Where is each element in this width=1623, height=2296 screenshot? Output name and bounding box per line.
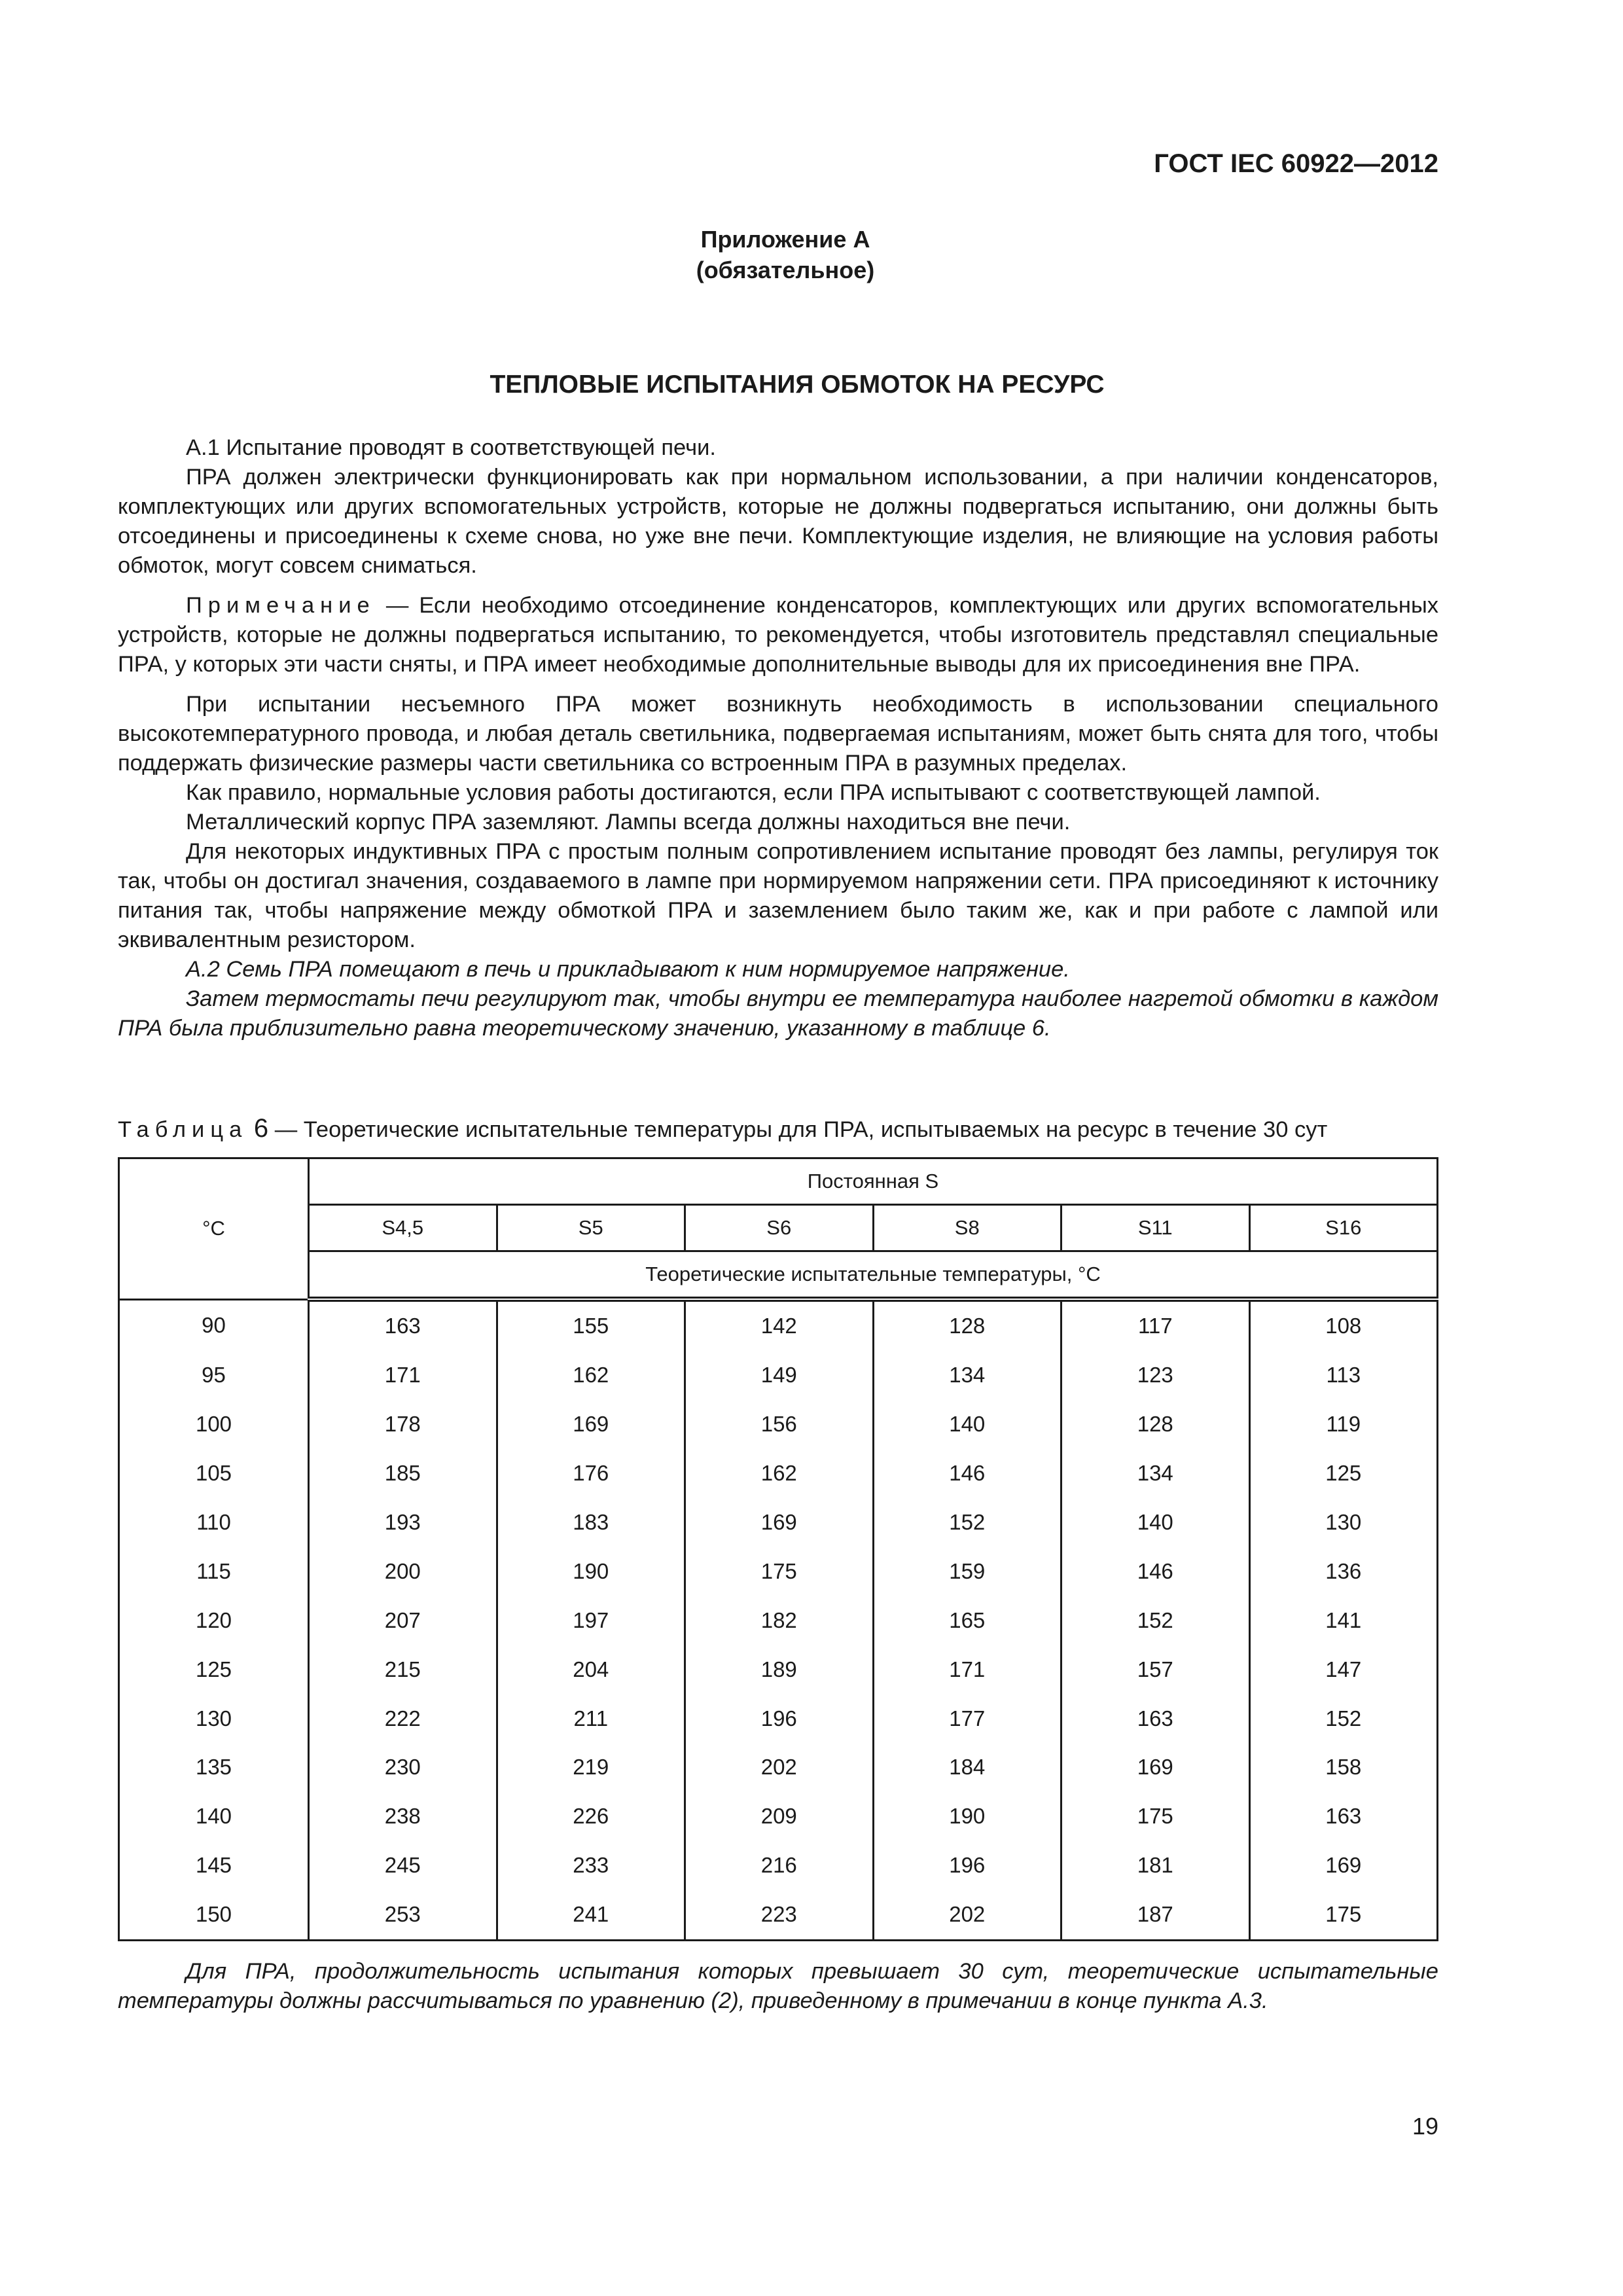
table-cell: 141	[1249, 1596, 1438, 1645]
table-cell: 140	[873, 1400, 1061, 1449]
row-header-cell: 95	[119, 1351, 309, 1400]
table-caption-text: — Теоретические испытательные температуры для ПРА, испытываемых на ресурс в течение 30 сут	[268, 1117, 1328, 1142]
paragraph: Затем термостаты печи регулируют так, чтобы внутри ее температура наиболее нагретой обмотки в каждом ПРА была приблизительно равна теоретическому значению, указанному в таблице 6.	[118, 986, 1438, 1041]
corner-header: °C	[119, 1158, 309, 1300]
table-row	[119, 1890, 1438, 1940]
table-cell: 136	[1249, 1547, 1438, 1596]
table-cell: 181	[1061, 1841, 1250, 1890]
table-row	[119, 1645, 1438, 1694]
table-cell: 190	[873, 1792, 1061, 1841]
table-row	[119, 1299, 1438, 1351]
table-cell: 134	[1061, 1449, 1250, 1498]
table-cell: 119	[1249, 1400, 1438, 1449]
table-row	[119, 1694, 1438, 1743]
column-header: S11	[1061, 1205, 1250, 1251]
row-header-cell: 140	[119, 1792, 309, 1841]
body-text	[118, 433, 1438, 1043]
table-cell: 202	[685, 1743, 874, 1792]
table-cell: 223	[685, 1890, 874, 1940]
table-cell: 204	[497, 1645, 685, 1694]
table-cell: 108	[1249, 1299, 1438, 1351]
table-cell: 158	[1249, 1743, 1438, 1792]
table-row	[119, 1449, 1438, 1498]
table-cell: 196	[873, 1841, 1061, 1890]
table-cell: 152	[1061, 1596, 1250, 1645]
table-cell: 146	[873, 1449, 1061, 1498]
table-cell: 175	[1061, 1792, 1250, 1841]
table-cell: 226	[497, 1792, 685, 1841]
column-header: S16	[1249, 1205, 1438, 1251]
table-cell: 200	[309, 1547, 497, 1596]
table-cell: 190	[497, 1547, 685, 1596]
table-cell: 159	[873, 1547, 1061, 1596]
table-cell: 128	[873, 1299, 1061, 1351]
temperature-table	[118, 1157, 1438, 1941]
table-cell: 169	[1249, 1841, 1438, 1890]
table-cell: 177	[873, 1694, 1061, 1743]
table-row	[119, 1400, 1438, 1449]
appendix-heading	[0, 224, 1571, 285]
group-header: Постоянная S	[309, 1158, 1438, 1205]
note-text: — Если необходимо отсоединение конденсаторов, комплектующих или других вспомогательных устройств, которые не должны подвергаться испытанию, то рекомендуется, чтобы изготовитель представлял специальные ПРА, у которых эти части сняты, и ПРА имеет необходимые дополнительные выводы для их присоединения вне ПРА.	[118, 593, 1438, 677]
column-header: S8	[873, 1205, 1061, 1251]
row-header-cell: 130	[119, 1694, 309, 1743]
table-cell: 155	[497, 1299, 685, 1351]
table-cell: 117	[1061, 1299, 1250, 1351]
table-cell: 175	[685, 1547, 874, 1596]
appendix-subtitle: (обязательное)	[696, 257, 875, 283]
table-cell: 207	[309, 1596, 497, 1645]
table-caption	[118, 1114, 1327, 1143]
table-cell: 113	[1249, 1351, 1438, 1400]
table-row	[119, 1743, 1438, 1792]
row-header-cell: 110	[119, 1498, 309, 1547]
table-cell: 182	[685, 1596, 874, 1645]
table-cell: 185	[309, 1449, 497, 1498]
table-cell: 184	[873, 1743, 1061, 1792]
row-header-cell: 125	[119, 1645, 309, 1694]
table-cell: 123	[1061, 1351, 1250, 1400]
table-cell: 171	[873, 1645, 1061, 1694]
table-cell: 169	[497, 1400, 685, 1449]
table-cell: 230	[309, 1743, 497, 1792]
table-row	[119, 1792, 1438, 1841]
table-cell: 216	[685, 1841, 874, 1890]
table-cell: 197	[497, 1596, 685, 1645]
table-row	[119, 1351, 1438, 1400]
column-header: S5	[497, 1205, 685, 1251]
table-cell: 175	[1249, 1890, 1438, 1940]
table-cell: 165	[873, 1596, 1061, 1645]
table-caption-number: 6	[253, 1114, 269, 1143]
table-cell: 241	[497, 1890, 685, 1940]
note-paragraph	[118, 591, 1438, 679]
table-cell: 211	[497, 1694, 685, 1743]
table-cell: 189	[685, 1645, 874, 1694]
table-cell: 253	[309, 1890, 497, 1940]
table-cell: 152	[873, 1498, 1061, 1547]
table-cell: 140	[1061, 1498, 1250, 1547]
table-cell: 142	[685, 1299, 874, 1351]
table-cell: 209	[685, 1792, 874, 1841]
table-cell: 134	[873, 1351, 1061, 1400]
row-header-cell: 105	[119, 1449, 309, 1498]
paragraph: Как правило, нормальные условия работы достигаются, если ПРА испытывают с соответствующей лампой.	[186, 780, 1321, 805]
paragraph-a1: А.1 Испытание проводят в соответствующей печи.	[186, 435, 716, 460]
table-cell: 128	[1061, 1400, 1250, 1449]
table-cell: 156	[685, 1400, 874, 1449]
table-cell: 193	[309, 1498, 497, 1547]
table-body	[119, 1299, 1438, 1940]
table-cell: 147	[1249, 1645, 1438, 1694]
table-row	[119, 1498, 1438, 1547]
table-cell: 163	[1249, 1792, 1438, 1841]
table-cell: 157	[1061, 1645, 1250, 1694]
table-cell: 178	[309, 1400, 497, 1449]
row-header-cell: 150	[119, 1890, 309, 1940]
table-cell: 171	[309, 1351, 497, 1400]
table-cell: 163	[309, 1299, 497, 1351]
section-title: ТЕПЛОВЫЕ ИСПЫТАНИЯ ОБМОТОК НА РЕСУРС	[490, 370, 1105, 399]
table-cell: 125	[1249, 1449, 1438, 1498]
table-cell: 149	[685, 1351, 874, 1400]
table-cell: 169	[685, 1498, 874, 1547]
table-cell: 146	[1061, 1547, 1250, 1596]
row-header-cell: 115	[119, 1547, 309, 1596]
document-code: ГОСТ IEC 60922—2012	[1154, 149, 1438, 178]
table-cell: 196	[685, 1694, 874, 1743]
row-header-cell: 90	[119, 1299, 309, 1351]
column-header: S4,5	[309, 1205, 497, 1251]
table-cell: 163	[1061, 1694, 1250, 1743]
table-caption-label: Таблица	[118, 1117, 248, 1142]
table-cell: 130	[1249, 1498, 1438, 1547]
column-header: S6	[685, 1205, 874, 1251]
table-cell: 162	[497, 1351, 685, 1400]
table-cell: 152	[1249, 1694, 1438, 1743]
table-cell: 169	[1061, 1743, 1250, 1792]
table-cell: 187	[1061, 1890, 1250, 1940]
appendix-title: Приложение А	[700, 226, 870, 253]
table-cell: 233	[497, 1841, 685, 1890]
table-cell: 176	[497, 1449, 685, 1498]
table-cell: 162	[685, 1449, 874, 1498]
table-cell: 245	[309, 1841, 497, 1890]
page-number: 19	[1412, 2113, 1438, 2140]
paragraph-a2: А.2 Семь ПРА помещают в печь и прикладывают к ним нормируемое напряжение.	[186, 957, 1070, 982]
row-header-cell: 120	[119, 1596, 309, 1645]
paragraph: ПРА должен электрически функционировать как при нормальном использовании, а при наличии конденсаторов, комплектующих или других вспомогательных устройств, которые не должны подвергаться испытанию, они должны быть отсоединены и присоединены к схеме снова, но уже вне печи. Комплектующие изделия, не влияющие на условия работы обмоток, могут совсем сниматься.	[118, 465, 1438, 578]
row-header-cell: 145	[119, 1841, 309, 1890]
paragraph: При испытании несъемного ПРА может возникнуть необходимость в использовании специального высокотемпературного провода, и любая деталь светильника, подвергаемая испытаниям, может быть снята для того, чтобы поддержать физические размеры части светильника со встроенным ПРА в разумных пределах.	[118, 692, 1438, 776]
paragraph: Для некоторых индуктивных ПРА с простым полным сопротивлением испытание проводят без лампы, регулируя ток так, чтобы он достигал значения, создаваемого в лампе при нормируемом напряжении сети. ПРА присоединяют к источнику питания так, чтобы напряжение между обмоткой ПРА и заземлением было таким же, как и при работе с лампой или эквивалентным резистором.	[118, 839, 1438, 952]
table-cell: 222	[309, 1694, 497, 1743]
table-row	[119, 1596, 1438, 1645]
table-row	[119, 1547, 1438, 1596]
table-cell: 219	[497, 1743, 685, 1792]
row-header-cell: 135	[119, 1743, 309, 1792]
table-cell: 238	[309, 1792, 497, 1841]
paragraph: Металлический корпус ПРА заземляют. Лампы всегда должны находиться вне печи.	[186, 810, 1071, 834]
sub-header: Теоретические испытательные температуры, °С	[309, 1251, 1438, 1300]
table-cell: 202	[873, 1890, 1061, 1940]
row-header-cell: 100	[119, 1400, 309, 1449]
table-cell: 183	[497, 1498, 685, 1547]
note-label: Примечание	[186, 593, 376, 618]
footnote: Для ПРА, продолжительность испытания которых превышает 30 сут, теоретические испытательные температуры должны рассчитываться по уравнению (2), приведенному в примечании в конце пункта А.3.	[118, 1959, 1438, 2013]
table-row	[119, 1841, 1438, 1890]
table-cell: 215	[309, 1645, 497, 1694]
